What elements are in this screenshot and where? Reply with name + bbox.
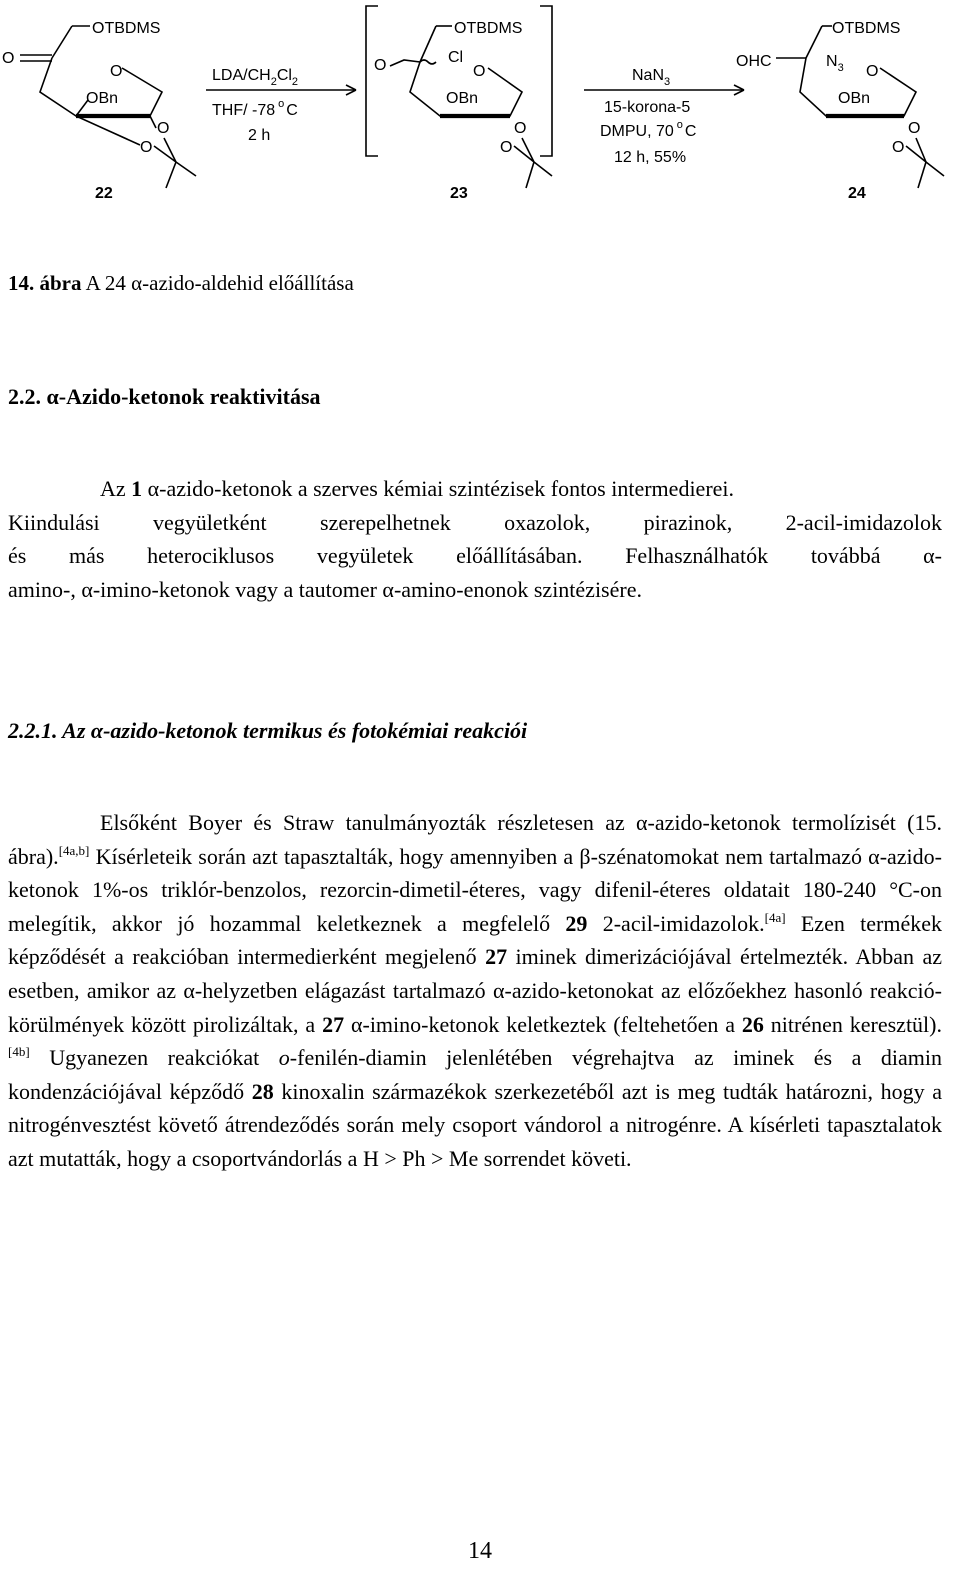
- compound-23-label: 23: [450, 185, 468, 202]
- acetonide-o1-label-23: O: [514, 120, 527, 137]
- arrow-step-2: [584, 67, 744, 166]
- acetonide-o2-label: O: [140, 139, 153, 156]
- otbdms-label-23: OTBDMS: [454, 20, 523, 37]
- para1-line-2: Kiindulási vegyületként szerepelhetnek oxazolok, pirazinok, 2-acil-imidazolok: [8, 509, 942, 535]
- carbonyl-o-label: O: [2, 50, 15, 67]
- acetonide-o1-label: O: [157, 120, 170, 137]
- citation-4ab: [4a,b]: [58, 842, 90, 858]
- section-title: -Azido-ketonok reaktivitása: [58, 384, 321, 409]
- compound-23-structure: [374, 20, 552, 202]
- acetonide-o2-label-24: O: [892, 139, 905, 156]
- step2-reagent: NaN$_3$: [632, 67, 671, 88]
- n3-label: $N_3$: [826, 53, 844, 74]
- ring-o-label-24: O: [866, 63, 879, 80]
- citation-4a: [4a]: [764, 909, 786, 925]
- caption-alpha: α: [131, 271, 143, 295]
- caption-text-b: -azido-aldehid előállítása: [142, 271, 354, 295]
- bracket-right: [540, 6, 552, 156]
- obn-label: OBn: [86, 90, 119, 107]
- subsection-title: Az α-azido-ketonok termikus és fotokémiai reakciói: [57, 718, 528, 743]
- ring-o-label-23: O: [473, 63, 486, 80]
- subsection-number: 2.2.1.: [8, 718, 58, 743]
- subsection-heading: [8, 718, 527, 744]
- epoxide-o-label: O: [374, 57, 387, 74]
- step1-condition-1: THF/ -78 $^o$ C: [212, 98, 298, 119]
- citation-4b: [4b]: [8, 1044, 30, 1060]
- acetonide-o2-label-23: O: [500, 139, 513, 156]
- ohc-label: OHC: [736, 53, 772, 70]
- section-heading: [8, 384, 321, 410]
- reaction-scheme: [0, 0, 960, 240]
- compound-24-label: 24: [848, 185, 866, 202]
- step2-condition-1: 15-korona-5: [604, 99, 691, 116]
- step2-condition-2: DMPU, 70 $^o$ C: [600, 119, 697, 140]
- otbdms-label-24: OTBDMS: [832, 20, 901, 37]
- otbdms-label: OTBDMS: [92, 20, 161, 37]
- para1-line-3: és más heterociklusos vegyületek előállításában. Felhasználhatók továbbá α-: [8, 543, 942, 569]
- cl-label: Cl: [448, 49, 464, 66]
- figure-caption: [8, 270, 354, 296]
- section-number: 2.2.: [8, 384, 41, 409]
- para1-line-1: Az 1 α-azido-ketonok a szerves kémiai szintézisek fontos intermedierei.: [100, 476, 735, 501]
- bracket-left: [366, 6, 378, 156]
- obn-label-23: OBn: [446, 90, 479, 107]
- step1-condition-2: 2 h: [248, 127, 271, 144]
- ring-o-label: O: [110, 63, 123, 80]
- compound-22-structure: [2, 20, 196, 202]
- arrow-step-1: [206, 67, 356, 144]
- compound-22-label: 22: [95, 185, 113, 202]
- intro-paragraph: [8, 472, 942, 606]
- figure-label: 14. ábra: [8, 271, 82, 295]
- step2-condition-3: 12 h, 55%: [614, 149, 687, 166]
- section-alpha: α: [46, 384, 59, 409]
- acetonide-o1-label-24: O: [908, 120, 921, 137]
- body-paragraph: Elsőként Boyer és Straw tanulmányozták részletesen az α-azido-ketonok termolízisét (15. ábra).[4a,b] Kísérleteik során azt tapasztalták, hogy amennyiben a β-szénatomokat nem tartalmazó α-azido-ketonok 1%-os triklór-benzolos, rezorcin-dimetil-éteres, vagy difenil-éteres oldatait 180-240 °C-on melegítik, akkor jó hozammal keletkeznek a megfelelő 29 2-acil-imidazolok.[4a] Ezen termékek képződését a reakcióban intermedierként megjelenő 27 iminek dimerizációjával értelmezték. Abban az esetben, amikor az α-helyzetben elágazást tartalmazó α-azido-ketonokat az előzőekhez hasonló reakció-körülmények között pirolizáltak, a 27 α-imino-ketonok keletkeztek (feltehetően a 26 nitrénen keresztül).[4b] Ugyanezen reakciókat o-fenilén-diamin jelenlétében végrehajtva az iminek és a diamin kondenzációjával képződő 28 kinoxalin származékok szerkezetéből azt is meg tudták határozni, hogy a nitrogénvesztést követő átrendeződés során mely csoport vándorol a nitrogénre. A kísérleti tapasztalatok azt mutatták, hogy a csoportvándorlás a H > Ph > Me sorrendet követi.: [8, 810, 942, 1171]
- para1-line-4: amino-, α-imino-ketonok vagy a tautomer α-amino-enonok szintézisére.: [8, 576, 642, 602]
- caption-text-a: A 24: [81, 271, 132, 295]
- compound-24-structure: [736, 20, 944, 202]
- step1-reagent: LDA/$CH_2Cl_2$: [212, 67, 299, 88]
- page-number: 14: [468, 1538, 492, 1564]
- obn-label-24: OBn: [838, 90, 871, 107]
